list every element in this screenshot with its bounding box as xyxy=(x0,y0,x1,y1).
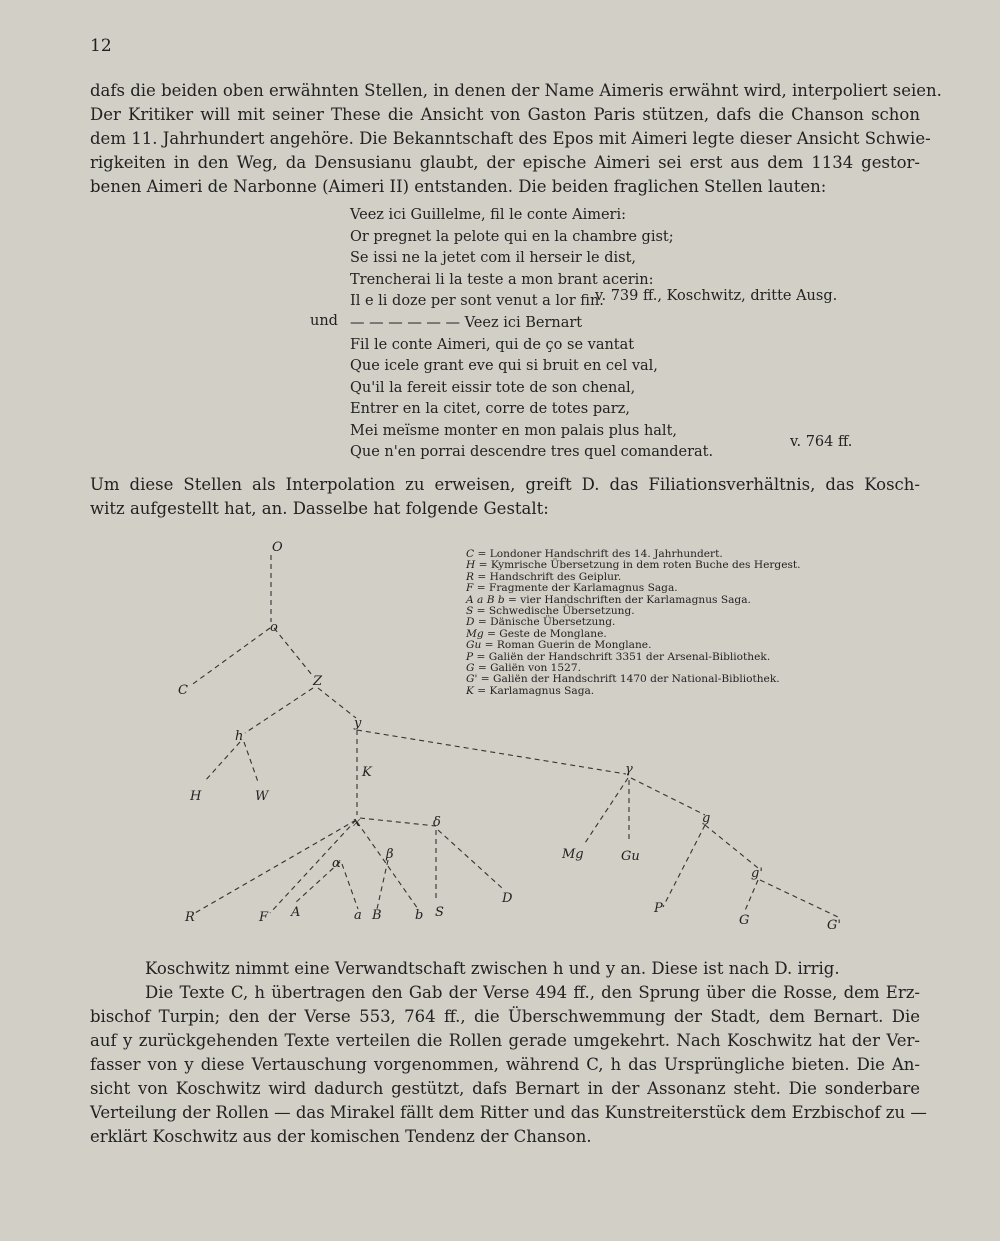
node-gamma: γ xyxy=(625,762,633,777)
legend-symbol: D xyxy=(466,616,475,629)
text-line: Verteilung der Rollen — das Mirakel fällt dem Ritter und das Kunstreiterstück dem Erzbischof zu — xyxy=(90,1103,927,1122)
node-W: W xyxy=(255,789,269,804)
legend-symbol: Mg xyxy=(466,627,484,640)
legend-entry: Mg = Geste de Monglane. xyxy=(466,627,607,640)
node-beta: β xyxy=(386,847,394,862)
node-a: a xyxy=(354,908,362,923)
text-line: rigkeiten in den Weg, da Densusianu glaubt, der epische Aimeri sei erst aus dem 1134 gestor- xyxy=(90,153,920,172)
node-Mg: Mg xyxy=(562,847,584,862)
text-line: dem 11. Jahrhundert angehöre. Die Bekanntschaft des Epos mit Aimeri legte dieser Ansicht Schwie- xyxy=(90,129,931,148)
page-number: 12 xyxy=(90,36,112,56)
stemma-legend xyxy=(466,549,801,697)
text-line: Die Texte C, h übertragen den Gab der Verse 494 ff., den Sprung über die Rosse, dem Erz- xyxy=(145,983,920,1002)
legend-entry: S = Schwedische Übersetzung. xyxy=(466,605,635,618)
text-line: bischof Turpin; den der Verse 553, 764 ff., die Überschwemmung der Stadt, dem Bernart. Die xyxy=(90,1007,920,1026)
node-S: S xyxy=(435,905,444,920)
text-line: Koschwitz nimmt eine Verwandtschaft zwischen h und y an. Diese ist nach D. irrig. xyxy=(145,959,840,978)
legend-entry: D = Dänische Übersetzung. xyxy=(466,616,616,629)
legend-symbol: F xyxy=(466,582,474,595)
paragraph-discussion xyxy=(90,957,927,1149)
verse-line: Fil le conte Aimeri, qui de ço se vantat xyxy=(350,336,635,353)
legend-symbol: H xyxy=(466,559,476,572)
legend-symbol: K xyxy=(466,684,474,697)
legend-entry: K = Karlamagnus Saga. xyxy=(466,684,595,697)
node-O: O xyxy=(272,540,283,555)
legend-symbol: G' xyxy=(466,673,478,686)
verse-line: Que icele grant eve qui si bruit en cel val, xyxy=(350,358,658,374)
node-K: K xyxy=(362,765,372,780)
verse-line: Or pregnet la pelote qui en la chambre gist; xyxy=(350,228,674,245)
node-F: F xyxy=(259,910,269,925)
node-o: o xyxy=(270,620,278,635)
node-D: D xyxy=(502,891,513,906)
node-g-prime: g' xyxy=(751,866,763,881)
legend-entry: Gu = Roman Guerin de Monglane. xyxy=(466,639,652,652)
und-connector: und xyxy=(310,313,338,329)
node-x: x xyxy=(353,815,361,830)
legend-entry: H = Kymrische Übersetzung in dem roten Buche des Hergest. xyxy=(466,559,801,572)
verse-line: Trencherai li la teste a mon brant acerin: xyxy=(350,271,654,288)
legend-symbol: R xyxy=(466,570,474,583)
node-delta: δ xyxy=(433,815,441,830)
node-h: h xyxy=(235,729,244,744)
legend-entry: R = Handschrift des Geiplur. xyxy=(466,570,622,583)
node-y: y xyxy=(354,716,362,731)
verse-line: — — — — — — Veez ici Bernart xyxy=(350,315,583,331)
text-line: Um diese Stellen als Interpolation zu erweisen, greift D. das Filiationsverhältnis, das Kosch- xyxy=(90,475,920,494)
verse-line: Que n'en porrai descendre tres quel comanderat. xyxy=(350,444,714,460)
legend-entry: F = Fragmente der Karlamagnus Saga. xyxy=(466,582,678,595)
legend-symbol: A a B b xyxy=(466,593,505,606)
node-b: b xyxy=(415,908,424,923)
node-B: B xyxy=(372,908,382,923)
verse-line: Il e li doze per sont venut a lor fin. xyxy=(350,293,604,309)
node-G: G xyxy=(739,913,750,928)
legend-entry: G = Galiën von 1527. xyxy=(466,662,581,675)
node-Gu: Gu xyxy=(621,849,640,864)
text-line: fasser von y diese Vertauschung vorgenommen, während C, h das Ursprüngliche bieten. Die An- xyxy=(90,1055,920,1074)
verse-line: Qu'il la fereit eissir tote de son chenal, xyxy=(350,379,636,396)
legend-symbol: P xyxy=(466,650,474,663)
verse-line: Mei meïsme monter en mon palais plus halt, xyxy=(350,422,678,439)
node-A: A xyxy=(291,905,301,920)
node-g: g xyxy=(702,811,711,826)
verse-line: Veez ici Guillelme, fil le conte Aimeri: xyxy=(350,207,627,223)
node-G-prime: G' xyxy=(827,918,841,933)
verse-line: Se issi ne la jetet com il herseir le dist, xyxy=(350,250,636,266)
verse-line: Entrer en la citet, corre de totes parz, xyxy=(350,401,630,417)
node-R: R xyxy=(185,910,195,925)
text-line: sicht von Koschwitz wird dadurch gestützt, dafs Bernart in der Assonanz steht. Die sonderbare xyxy=(90,1079,920,1098)
text-line: benen Aimeri de Narbonne (Aimeri II) entstanden. Die beiden fraglichen Stellen lauten: xyxy=(90,177,827,196)
text-line: witz aufgestellt hat, an. Dasselbe hat folgende Gestalt: xyxy=(90,499,549,518)
legend-symbol: C xyxy=(466,548,475,560)
text-line: auf y zurückgehenden Texte verteilen die Rollen gerade umgekehrt. Nach Koschwitz hat der Ver- xyxy=(90,1031,920,1050)
legend-entry: A a B b = vier Handschriften der Karlamagnus Saga. xyxy=(466,593,751,606)
legend-symbol: S xyxy=(466,605,474,618)
node-H: H xyxy=(190,789,202,804)
text-line: Der Kritiker will mit seiner These die Ansicht von Gaston Paris stützen, dafs die Chanson schon xyxy=(90,105,920,124)
node-Z: Z xyxy=(313,674,323,689)
legend-entry: P = Galiën der Handschrift 3351 der Arsenal-Bibliothek. xyxy=(466,650,771,663)
legend-symbol: Gu xyxy=(466,639,482,652)
node-alpha: α xyxy=(332,856,341,871)
legend-symbol: G xyxy=(466,662,475,675)
text-line: dafs die beiden oben erwähnten Stellen, in denen der Name Aimeris erwähnt wird, interpoliert seien. xyxy=(90,81,942,100)
legend-entry: C = Londoner Handschrift des 14. Jahrhundert. xyxy=(466,548,723,560)
legend-entry: G' = Galiën der Handschrift 1470 der National-Bibliothek. xyxy=(466,673,780,686)
text-line: erklärt Koschwitz aus der komischen Tendenz der Chanson. xyxy=(90,1127,592,1146)
verse-reference: v. 739 ff., Koschwitz, dritte Ausg. xyxy=(595,288,838,304)
node-P: P xyxy=(654,901,663,916)
verse-reference: v. 764 ff. xyxy=(790,434,853,450)
node-C: C xyxy=(178,683,188,698)
